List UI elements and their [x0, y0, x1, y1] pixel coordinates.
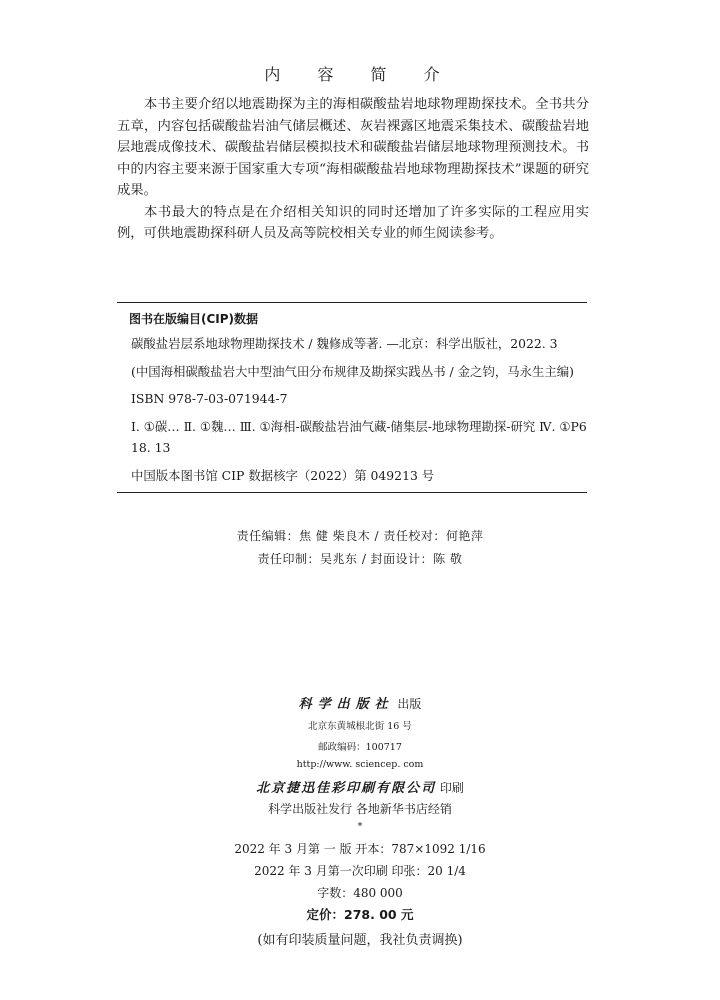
publisher-logo-text: 科学出版社 — [298, 697, 394, 712]
publisher-suffix: 出版 — [397, 697, 422, 711]
cip-classification: Ⅰ. ①碳… Ⅱ. ①魏… Ⅲ. ①海相-碳酸盐岩油气藏-储集层-地球物理勘探-研究 Ⅳ. ①P618. 13 — [131, 418, 587, 455]
publisher-line — [0, 693, 720, 712]
intro-paragraph-1: 本书主要介绍以地震勘探为主的海相碳酸盐岩地球物理勘探技术。全书共分五章，内容包括碳酸盐岩油气储层概述、灰岩裸露区地震采集技术、碳酸盐岩地层地震成像技术、碳酸盐岩储层模拟技术和碳酸盐岩储层地球物理预测技术。书中的内容主要来源于国家重大专项“海相碳酸盐岩地球物理勘探技术”课题的研究成果。 — [117, 97, 589, 198]
cip-data-box — [117, 302, 587, 493]
editors-line-1: 责任编辑：焦 健 柴良木 / 责任校对：何艳萍 — [236, 529, 484, 543]
cip-series-line: (中国海相碳酸盐岩大中型油气田分布规律及勘探实践丛书 / 金之钧，马永生主编) — [131, 363, 575, 379]
publisher-postcode: 邮政编码：100717 — [318, 742, 402, 753]
separator-asterisk: * — [357, 821, 363, 832]
publisher-address: 北京东黄城根北街 16 号 — [308, 721, 412, 732]
quality-notice: (如有印装质量问题，我社负责调换) — [257, 933, 463, 948]
printer-suffix: 印刷 — [439, 781, 464, 795]
cip-record-number: 中国版本图书馆 CIP 数据核字（2022）第 049213 号 — [131, 467, 435, 483]
publisher-website: http://www. sciencep. com — [296, 759, 424, 770]
editors-line-2: 责任印制：吴兆东 / 封面设计：陈 敬 — [257, 552, 463, 566]
printer-line — [0, 777, 720, 796]
edition-line: 2022 年 3 月第 一 版 开本：787×1092 1/16 — [234, 842, 486, 856]
intro-section — [117, 94, 589, 245]
intro-paragraph-2: 本书最大的特点是在介绍相关知识的同时还增加了许多实际的工程应用实例，可供地震勘探科研人员及高等院校相关专业的师生阅读参考。 — [117, 204, 589, 241]
word-count: 字数：480 000 — [317, 886, 403, 900]
cip-heading: 图书在版编目(CIP)数据 — [129, 312, 259, 326]
cip-isbn: ISBN 978-7-03-071944-7 — [131, 391, 288, 406]
price: 定价：278. 00 元 — [306, 907, 414, 922]
printer-logo-text: 北京捷迅佳彩印刷有限公司 — [256, 781, 437, 796]
intro-title: 内 容 简 介 — [264, 65, 456, 84]
cip-title-line: 碳酸盐岩层系地球物理勘探技术 / 魏修成等著. —北京：科学出版社，2022. 3 — [131, 336, 558, 351]
printing-line: 2022 年 3 月第一次印刷 印张：20 1/4 — [254, 864, 466, 878]
distribution-line: 科学出版社发行 各地新华书店经销 — [268, 802, 452, 816]
